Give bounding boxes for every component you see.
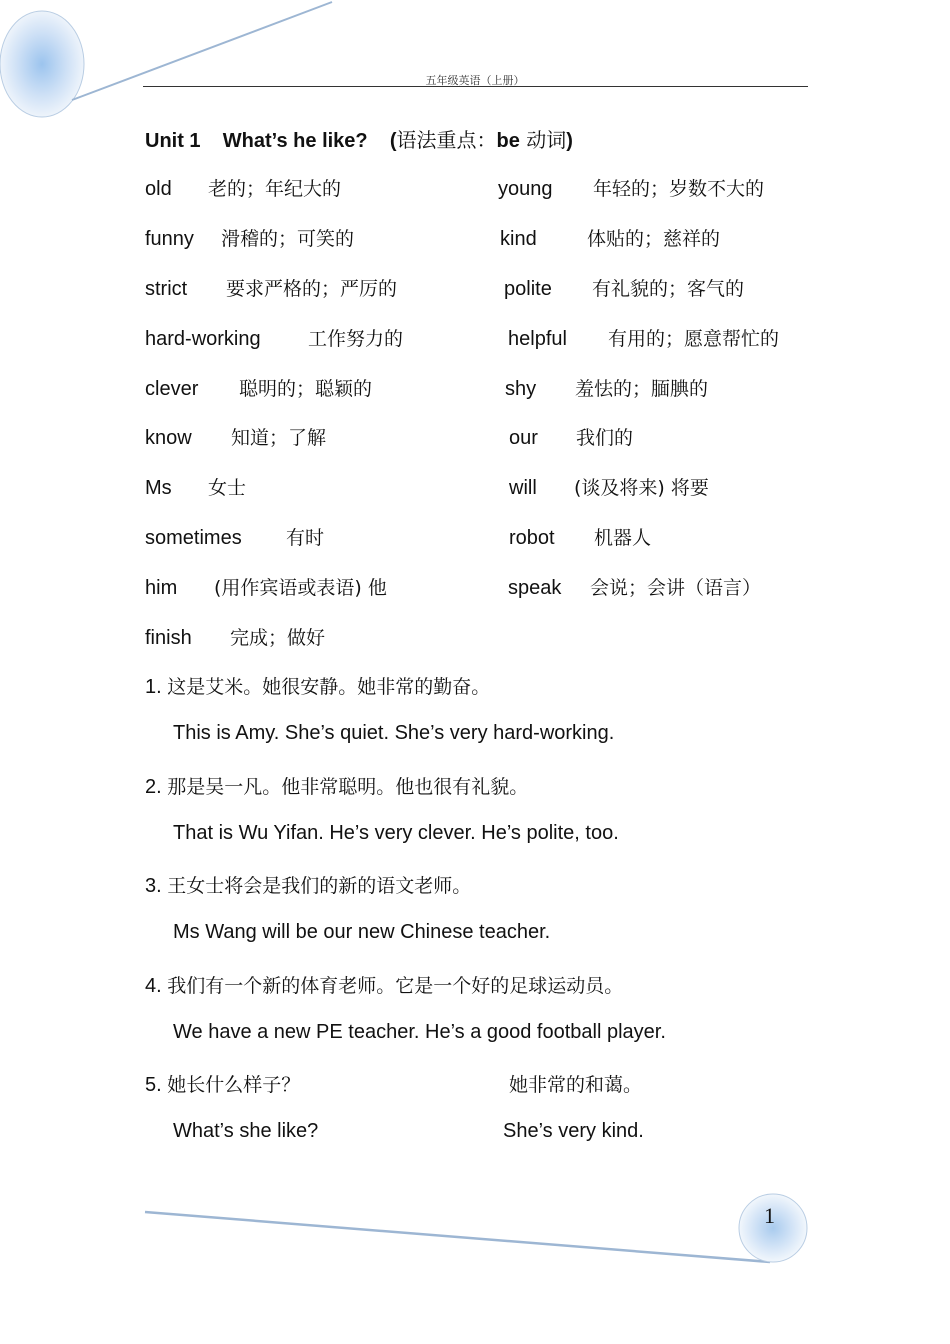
vocab-left-entry xyxy=(145,473,246,500)
vocab-word: him xyxy=(145,577,178,599)
vocab-word: speak xyxy=(508,577,562,599)
vocab-left-entry xyxy=(145,224,354,251)
vocab-left-entry xyxy=(145,274,397,301)
unit-title xyxy=(145,124,573,153)
unit-number: Unit 1 xyxy=(145,130,201,152)
sentence-zh-text: 那是吴一凡。他非常聪明。他也很有礼貌。 xyxy=(167,776,529,798)
vocab-word: old xyxy=(145,178,172,200)
sentence-chinese xyxy=(145,1070,300,1097)
vocab-word: shy xyxy=(505,378,537,400)
grammar-note-label: 语法重点： xyxy=(396,128,497,152)
vocab-word: kind xyxy=(500,228,537,250)
vocab-word: finish xyxy=(145,627,192,649)
sentence-english: Ms Wang will be our new Chinese teacher. xyxy=(173,921,551,943)
sentence-english: That is Wu Yifan. He’s very clever. He’s polite, too. xyxy=(173,822,619,844)
vocab-word: know xyxy=(145,427,192,449)
vocab-meaning: 工作努力的 xyxy=(308,328,404,350)
vocab-meaning: 羞怯的；腼腆的 xyxy=(575,378,709,400)
vocab-meaning: 我们的 xyxy=(576,427,634,449)
sentence-english-answer: She’s very kind. xyxy=(503,1120,644,1142)
vocab-meaning: (谈及将来) 将要 xyxy=(574,477,709,499)
vocab-word: Ms xyxy=(145,477,172,499)
unit-question: What’s he like? xyxy=(222,130,368,152)
sentence-zh-text: 这是艾米。她很安静。她非常的勤奋。 xyxy=(167,676,491,698)
vocab-right-entry xyxy=(508,324,779,351)
vocab-word: sometimes xyxy=(145,527,242,549)
sentence-zh-answer: 她非常的和蔼。 xyxy=(509,1074,643,1096)
vocab-meaning: 会说；会讲（语言） xyxy=(590,577,762,599)
vocab-meaning: 老的；年纪大的 xyxy=(208,178,342,200)
vocab-meaning: 有时 xyxy=(286,527,325,549)
sentence-number: 2. xyxy=(145,776,162,798)
sentence-number: 1. xyxy=(145,676,162,698)
vocab-meaning: 有礼貌的；客气的 xyxy=(592,278,745,300)
vocab-word: young xyxy=(498,178,553,200)
sentence-number: 4. xyxy=(145,975,162,997)
sentence-english: This is Amy. She’s quiet. She’s very hard-working. xyxy=(173,722,615,744)
vocab-meaning: 机器人 xyxy=(594,527,652,549)
note-open-paren: ( xyxy=(389,130,397,152)
vocab-left-entry xyxy=(145,573,387,600)
vocab-word: hard-working xyxy=(145,328,261,350)
vocab-right-entry xyxy=(509,423,633,450)
page-number: 1 xyxy=(764,1203,775,1228)
sentence-zh-text: 我们有一个新的体育老师。它是一个好的足球运动员。 xyxy=(167,975,624,997)
top-decoration-circle xyxy=(0,11,84,117)
sentence-chinese xyxy=(145,871,471,898)
vocab-meaning: 女士 xyxy=(208,477,247,499)
sentence-zh-text: 王女士将会是我们的新的语文老师。 xyxy=(167,875,472,897)
sentence-chinese xyxy=(145,971,623,998)
vocab-left-entry xyxy=(145,423,326,450)
header-rule xyxy=(143,86,808,87)
running-header: 五年级英语（上册） xyxy=(425,74,525,87)
vocab-word: strict xyxy=(145,278,188,300)
vocab-right-entry xyxy=(509,523,651,550)
vocab-right-entry xyxy=(508,573,761,600)
vocab-word: robot xyxy=(509,527,555,549)
vocab-word: will xyxy=(509,477,537,499)
vocab-meaning: 体贴的；慈祥的 xyxy=(587,228,721,250)
sentence-english: We have a new PE teacher. He’s a good football player. xyxy=(173,1021,666,1043)
grammar-note-rest: 动词 xyxy=(519,128,567,152)
vocab-meaning: 要求严格的；严厉的 xyxy=(226,278,398,300)
vocab-left-entry xyxy=(145,374,372,401)
vocab-right-entry xyxy=(500,224,720,251)
vocab-left-entry xyxy=(145,174,341,201)
vocab-meaning: 知道；了解 xyxy=(231,427,327,449)
vocab-right-entry xyxy=(505,374,708,401)
grammar-note-be: be xyxy=(496,130,520,152)
vocab-meaning: 完成；做好 xyxy=(230,627,326,649)
vocab-meaning: 年轻的；岁数不大的 xyxy=(593,178,765,200)
vocab-right-entry xyxy=(504,274,744,301)
vocab-word: clever xyxy=(145,378,199,400)
sentence-chinese xyxy=(145,772,528,799)
vocab-word: polite xyxy=(504,278,552,300)
sentence-number: 5. xyxy=(145,1074,162,1096)
vocab-left-entry xyxy=(145,523,324,550)
sentence-chinese xyxy=(145,672,490,699)
vocab-left-entry xyxy=(145,623,325,650)
vocab-word: our xyxy=(509,427,538,449)
vocab-meaning: 聪明的；聪颖的 xyxy=(239,378,373,400)
vocab-right-entry xyxy=(498,174,764,201)
sentence-english: What’s she like? xyxy=(173,1120,319,1142)
footer-decoration-line xyxy=(145,1212,770,1262)
vocab-word: funny xyxy=(145,228,194,250)
vocab-meaning: 有用的；愿意帮忙的 xyxy=(608,328,780,350)
vocab-left-entry xyxy=(145,324,403,351)
vocab-meaning: (用作宾语或表语) 他 xyxy=(214,577,387,599)
vocab-word: helpful xyxy=(508,328,567,350)
vocab-meaning: 滑稽的；可笑的 xyxy=(221,228,355,250)
sentence-number: 3. xyxy=(145,875,162,897)
note-close-paren: ) xyxy=(566,130,573,152)
vocab-right-entry xyxy=(509,473,709,500)
sentence-zh-text: 她长什么样子？ xyxy=(167,1074,301,1096)
